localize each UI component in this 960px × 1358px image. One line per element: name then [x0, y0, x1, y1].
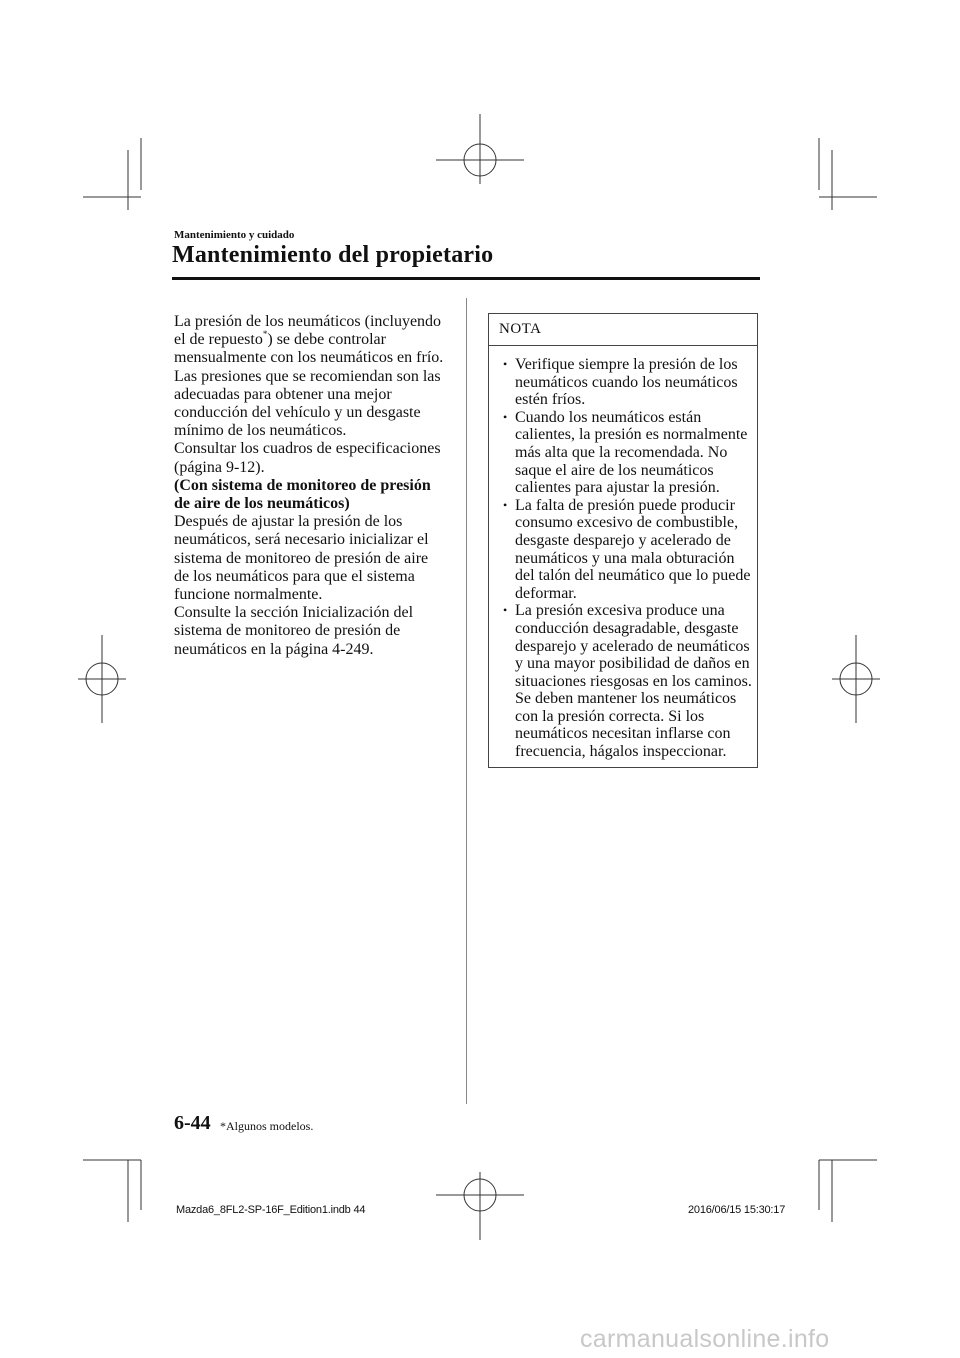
page-title: Mantenimiento del propietario — [172, 242, 494, 268]
slug-timestamp: 2016/06/15 15:30:17 — [688, 1204, 786, 1216]
subheading-tpms: (Con sistema de monitoreo de presión de aire de los neumáticos) — [174, 476, 431, 513]
column-divider — [466, 298, 467, 1104]
page-number: 6-44 — [174, 1112, 211, 1134]
note-item: • Verifique siempre la presión de los neumáticos cuando los neumáticos estén fríos. — [503, 356, 738, 409]
note-item: • La presión excesiva produce una conducción desagradable, desgaste desparejo y acelerado de neumáticos y una mayor posibilidad de daños en situaciones riesgosas en los caminos. Se deben mantener los neumáticos con la presión correcta. Si los neumáticos necesitan inflarse con frecuencia, hágalos inspeccionar. — [503, 602, 752, 761]
paragraph-specifications: Consultar los cuadros de especificaciones (página 9-12). — [174, 440, 441, 476]
note-title: NOTA — [489, 314, 757, 346]
note-item: • Cuando los neumáticos están calientes, la presión es normalmente más alta que la recomendada. No saque el aire de los neumáticos calientes para ajustar la presión. — [503, 408, 748, 497]
slug-filename: Mazda6_8FL2-SP-16F_Edition1.indb 44 — [176, 1204, 366, 1216]
title-rule — [172, 277, 760, 280]
footnote: *Algunos modelos. — [220, 1119, 314, 1133]
watermark: carmanualsonline.info — [580, 1325, 830, 1353]
note-box — [488, 313, 758, 768]
note-item: • La falta de presión puede producir consumo excesivo de combustible, desgaste desparejo y acelerado de neumáticos y una mala obturación del talón del neumático que lo puede deformar. — [503, 496, 751, 602]
paragraph-tire-pressure: La presión de los neumáticos (incluyendo el de repuesto*) se debe controlar mensualmente con los neumáticos en frío. Las presiones que se recomiendan son las adecuadas para obtener una mejor conducción del vehículo y un desgaste mínimo de los neumáticos. — [174, 313, 444, 440]
footnote-marker: * — [262, 328, 268, 339]
bullet-icon: • — [503, 409, 508, 424]
paragraph-tpms-reference: Consulte la sección Inicialización del sistema de monitoreo de presión de neumáticos en la página 4-249. — [174, 604, 414, 658]
section-label: Mantenimiento y cuidado — [174, 229, 295, 241]
note-list — [503, 356, 755, 761]
paragraph-tpms-init: Después de ajustar la presión de los neumáticos, será necesario inicializar el sistema de monitoreo de presión de aire de los neumáticos para que el sistema funcione normalmente. — [174, 513, 429, 604]
bullet-icon: • — [503, 357, 508, 371]
bullet-icon: • — [503, 603, 508, 618]
bullet-icon: • — [503, 497, 508, 512]
left-column — [174, 313, 444, 659]
